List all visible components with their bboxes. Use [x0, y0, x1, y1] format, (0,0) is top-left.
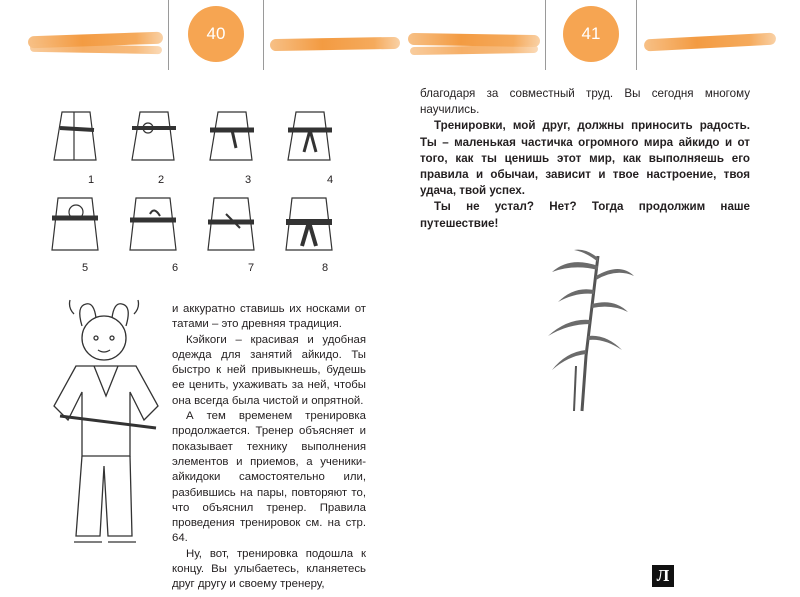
belt-figure-2 — [132, 112, 176, 160]
belt-step-label: 5 — [82, 262, 89, 274]
header-brush-stroke — [270, 37, 400, 51]
header-divider-line — [168, 0, 169, 70]
belt-step-label: 3 — [245, 174, 252, 186]
paragraph: благодаря за совместный труд. Вы сегодня многому научились. — [420, 87, 750, 117]
belt-figure-6 — [130, 198, 176, 250]
header-divider-line — [545, 0, 546, 70]
paragraph: Ну, вот, тренировка подошла к концу. Вы улыбаетесь, кланяетесь друг другу и своему тренеру, — [172, 547, 366, 591]
belt-figure-8 — [286, 198, 332, 250]
belt-figure-7 — [208, 198, 254, 250]
belt-step-label: 8 — [322, 262, 329, 274]
belt-figure-3 — [210, 112, 254, 160]
child-kimono-illustration — [46, 296, 166, 552]
belt-step-label: 4 — [327, 174, 334, 186]
belt-step-label: 1 — [88, 174, 95, 186]
belt-step-label: 6 — [172, 262, 179, 274]
belt-step-label: 2 — [158, 174, 165, 186]
page-number-left: 40 — [188, 6, 244, 62]
left-page-text — [172, 302, 366, 593]
paragraph: и аккуратно ставишь их носками от татами – это древняя традиция. — [172, 303, 366, 331]
publisher-logo: Л — [652, 565, 674, 587]
header-brush-stroke — [410, 45, 538, 55]
belt-figure-5 — [52, 198, 98, 250]
belt-figure-4 — [288, 112, 332, 160]
page-number-right: 41 — [563, 6, 619, 62]
header-brush-stroke — [30, 44, 162, 54]
belt-step-label: 7 — [248, 262, 255, 274]
header-divider-line — [263, 0, 264, 70]
paragraph: А тем временем тренировка продолжается. Тренер объясняет и показывает технику выполнения элементов и приемов, а ученики-айкидоки самостоятельно или, разбившись на пары, повторяют то, что объяснил тренер. Правила проведения тренировок см. на стр. 64. — [172, 410, 366, 545]
belt-figure-1 — [54, 112, 96, 160]
page-header — [0, 0, 800, 80]
header-brush-stroke — [644, 33, 776, 52]
bamboo-illustration — [530, 246, 650, 416]
right-page-text — [420, 86, 750, 232]
paragraph-bold: Ты не устал? Нет? Тогда продолжим наше путешествие! — [420, 200, 750, 230]
paragraph-bold: Тренировки, мой друг, должны приносить радость. Ты – маленькая частичка огромного мира айкидо и от того, как ты ценишь этот мир, как выполняешь его правила и обычаи, зависит и твое настроение, твоя удача, твой успех. — [420, 119, 750, 198]
paragraph: Кэйкоги – красивая и удобная одежда для занятий айкидо. Ты быстро к ней привыкнешь, будешь ее ценить, ухаживать за ней, чтобы она всегда была чистой и опрятной. — [172, 333, 366, 407]
header-divider-line — [636, 0, 637, 70]
